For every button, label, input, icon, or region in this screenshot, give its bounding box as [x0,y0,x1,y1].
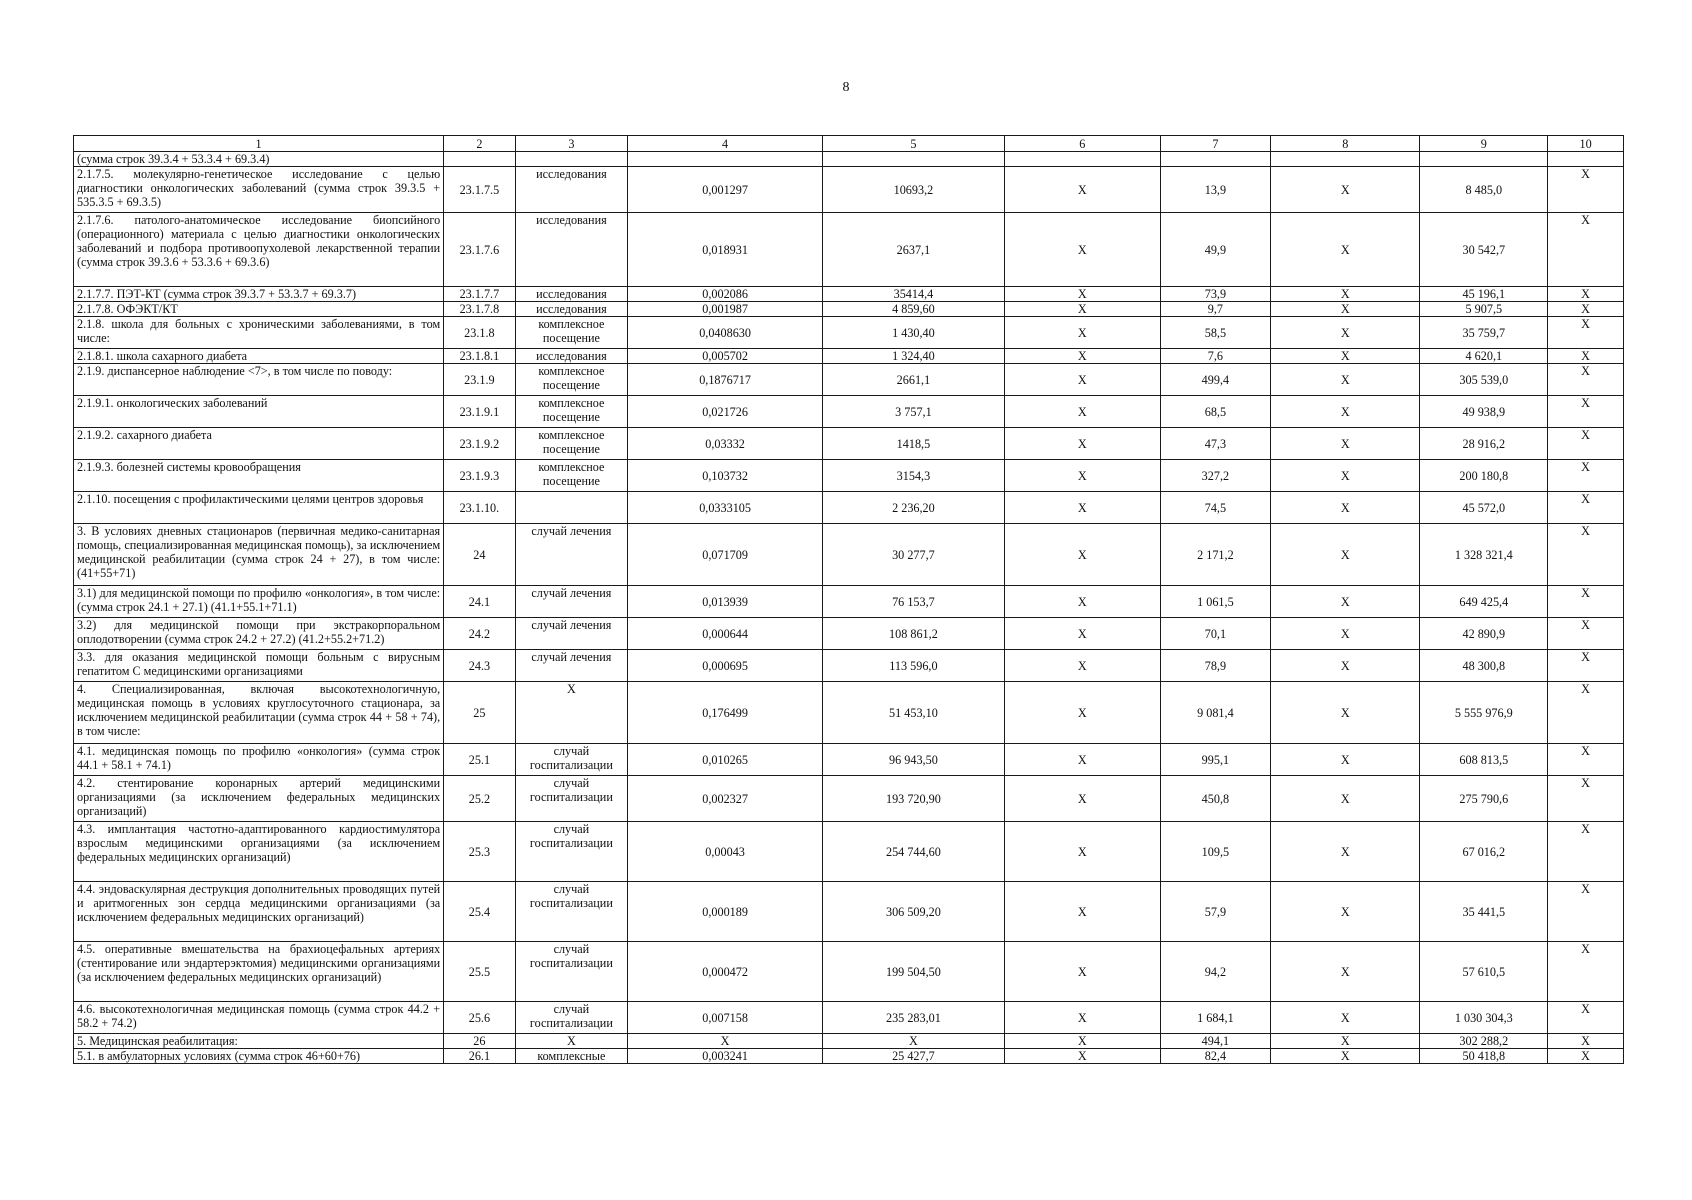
table-cell-col-5: 96 943,50 [823,744,1005,776]
table-cell-col-7: 1 684,1 [1160,1002,1270,1034]
table-cell-col-5: 10693,2 [823,167,1005,213]
table-cell-col-4: 0,021726 [628,396,823,428]
table-cell-col-1: 2.1.7.8. ОФЭКТ/КТ [74,302,444,317]
table-row [74,1034,1624,1049]
table-cell-col-9: 67 016,2 [1420,822,1548,882]
table-row [74,822,1624,882]
table-cell-col-9: 45 196,1 [1420,287,1548,302]
table-cell-col-6: X [1004,618,1160,650]
table-cell-col-3: случай госпитализации [515,776,628,822]
table-cell-col-10: X [1548,213,1624,287]
table-cell-col-4: 0,0408630 [628,317,823,349]
table-cell-col-8: X [1271,428,1420,460]
table-cell-col-10: X [1548,882,1624,942]
table-cell-col-7: 74,5 [1160,492,1270,524]
table-cell-col-2: 24 [444,524,515,586]
table-cell-col-1: 4.6. высокотехнологичная медицинская помощь (сумма строк 44.2 + 58.2 + 74.2) [74,1002,444,1034]
table-cell-col-3: случай госпитализации [515,882,628,942]
table-cell-col-4: 0,001987 [628,302,823,317]
table-cell-col-8: X [1271,1034,1420,1049]
table-cell-col-7: 1 061,5 [1160,586,1270,618]
table-cell-col-5: 2 236,20 [823,492,1005,524]
table-cell-col-5: 2637,1 [823,213,1005,287]
table-cell-col-1: 4.3. имплантация частотно-адаптированного кардиостимулятора взрослым медицинскими организациями (за исключением федеральных медицинских организаций) [74,822,444,882]
table-cell-col-2: 25.5 [444,942,515,1002]
table-cell-col-8: X [1271,942,1420,1002]
table-cell-col-8: X [1271,213,1420,287]
table-cell-col-6: X [1004,1049,1160,1064]
table-cell-col-1: 2.1.9.3. болезней системы кровообращения [74,460,444,492]
table-cell-col-10: X [1548,364,1624,396]
column-header-5: 5 [823,136,1005,152]
table-cell-col-7: 82,4 [1160,1049,1270,1064]
table-cell-col-2: 24.1 [444,586,515,618]
table-cell-col-7: 450,8 [1160,776,1270,822]
table-row [74,167,1624,213]
table-cell-col-8: X [1271,822,1420,882]
table-cell-col-1: 2.1.8.1. школа сахарного диабета [74,349,444,364]
table-cell-col-8: X [1271,287,1420,302]
table-cell-col-5: 4 859,60 [823,302,1005,317]
table-row [74,1049,1624,1064]
table-cell-col-8: X [1271,1049,1420,1064]
table-cell-col-5: 3 757,1 [823,396,1005,428]
table-cell-col-8: X [1271,167,1420,213]
table-cell-col-9: 200 180,8 [1420,460,1548,492]
table-row [74,618,1624,650]
table-cell-col-5: 235 283,01 [823,1002,1005,1034]
table-cell-col-7: 9 081,4 [1160,682,1270,744]
table-cell-col-5: 1 324,40 [823,349,1005,364]
table-cell-col-10: X [1548,287,1624,302]
table-cell-col-2: 23.1.9.3 [444,460,515,492]
table-cell-col-6: X [1004,524,1160,586]
column-header-7: 7 [1160,136,1270,152]
column-header-3: 3 [515,136,628,152]
table-cell-col-3: случай лечения [515,650,628,682]
table-cell-col-1: 2.1.9. диспансерное наблюдение <7>, в том числе по поводу: [74,364,444,396]
table-cell-col-3: комплексное посещение [515,364,628,396]
table-cell-col-8 [1271,152,1420,167]
table-cell-col-3: исследования [515,349,628,364]
table-cell-col-4: 0,000189 [628,882,823,942]
table-cell-col-10: X [1548,650,1624,682]
table-cell-col-10: X [1548,317,1624,349]
table-cell-col-3: X [515,682,628,744]
table-cell-col-3: случай госпитализации [515,744,628,776]
table-row [74,213,1624,287]
table-cell-col-8: X [1271,744,1420,776]
table-row [74,586,1624,618]
data-table [73,135,1624,1064]
table-row [74,1002,1624,1034]
table-cell-col-6: X [1004,460,1160,492]
table-cell-col-9: 275 790,6 [1420,776,1548,822]
column-header-6: 6 [1004,136,1160,152]
table-cell-col-3: комплексное посещение [515,460,628,492]
table-cell-col-5: 113 596,0 [823,650,1005,682]
table-cell-col-8: X [1271,650,1420,682]
table-cell-col-7: 327,2 [1160,460,1270,492]
table-cell-col-9: 35 759,7 [1420,317,1548,349]
table-cell-col-7: 9,7 [1160,302,1270,317]
table-cell-col-1: 4.4. эндоваскулярная деструкция дополнительных проводящих путей и аритмогенных зон сердца медицинскими организациями (за исключением федеральных медицинских организаций) [74,882,444,942]
table-cell-col-2: 24.3 [444,650,515,682]
table-cell-col-3: комплексные [515,1049,628,1064]
table-cell-col-5: 306 509,20 [823,882,1005,942]
table-cell-col-10: X [1548,396,1624,428]
table-cell-col-3 [515,152,628,167]
table-cell-col-5: 76 153,7 [823,586,1005,618]
table-row [74,460,1624,492]
table-cell-col-1: 5.1. в амбулаторных условиях (сумма строк 46+60+76) [74,1049,444,1064]
table-cell-col-5: 199 504,50 [823,942,1005,1002]
table-cell-col-5: 2661,1 [823,364,1005,396]
table-cell-col-6: X [1004,942,1160,1002]
header-row [74,136,1624,152]
table-cell-col-1: (сумма строк 39.3.4 + 53.3.4 + 69.3.4) [74,152,444,167]
table-cell-col-4: 0,03332 [628,428,823,460]
table-cell-col-2: 24.2 [444,618,515,650]
table-cell-col-10: X [1548,586,1624,618]
table-cell-col-2: 23.1.9 [444,364,515,396]
table-cell-col-8: X [1271,586,1420,618]
table-cell-col-2: 26 [444,1034,515,1049]
table-cell-col-6: X [1004,364,1160,396]
table-cell-col-3: исследования [515,213,628,287]
table-cell-col-8: X [1271,492,1420,524]
table-cell-col-1: 2.1.10. посещения с профилактическими целями центров здоровья [74,492,444,524]
table-cell-col-8: X [1271,364,1420,396]
table-cell-col-2: 23.1.9.2 [444,428,515,460]
table-cell-col-1: 4.5. оперативные вмешательства на брахиоцефальных артериях (стентирование или эндартерэктомия) медицинскими организациями (за исключением федеральных медицинских организаций) [74,942,444,1002]
table-cell-col-7: 58,5 [1160,317,1270,349]
table-cell-col-6: X [1004,882,1160,942]
table-cell-col-4: 0,000695 [628,650,823,682]
table-cell-col-8: X [1271,317,1420,349]
table-cell-col-9: 4 620,1 [1420,349,1548,364]
table-cell-col-6: X [1004,167,1160,213]
page-number: 8 [842,80,850,95]
table-cell-col-7 [1160,152,1270,167]
table-cell-col-7: 70,1 [1160,618,1270,650]
table-cell-col-2: 25 [444,682,515,744]
table-cell-col-3: случай госпитализации [515,942,628,1002]
table-cell-col-2 [444,152,515,167]
table-cell-col-4: 0,000644 [628,618,823,650]
table-cell-col-9: 608 813,5 [1420,744,1548,776]
table-cell-col-2: 26.1 [444,1049,515,1064]
table-cell-col-1: 3.3. для оказания медицинской помощи больным с вирусным гепатитом С медицинскими организациями [74,650,444,682]
table-cell-col-9: 48 300,8 [1420,650,1548,682]
table-cell-col-7: 494,1 [1160,1034,1270,1049]
table-row [74,302,1624,317]
table-cell-col-4: 0,0333105 [628,492,823,524]
table-cell-col-1: 2.1.9.2. сахарного диабета [74,428,444,460]
table-cell-col-5: 108 861,2 [823,618,1005,650]
table-cell-col-9: 28 916,2 [1420,428,1548,460]
table-cell-col-4: 0,000472 [628,942,823,1002]
table-cell-col-10: X [1548,167,1624,213]
table-cell-col-9: 649 425,4 [1420,586,1548,618]
table-cell-col-4: 0,003241 [628,1049,823,1064]
table-cell-col-10: X [1548,618,1624,650]
column-header-2: 2 [444,136,515,152]
column-header-4: 4 [628,136,823,152]
table-row [74,942,1624,1002]
table-cell-col-6: X [1004,492,1160,524]
table-cell-col-7: 13,9 [1160,167,1270,213]
table-cell-col-1: 2.1.7.5. молекулярно-генетическое исследование с целью диагностики онкологических заболеваний (сумма строк 39.3.5 + 535.3.5 + 69.3.5) [74,167,444,213]
table-cell-col-8: X [1271,349,1420,364]
table-cell-col-6: X [1004,317,1160,349]
table-cell-col-1: 2.1.9.1. онкологических заболеваний [74,396,444,428]
table-cell-col-4: 0,018931 [628,213,823,287]
table-cell-col-6: X [1004,1034,1160,1049]
column-header-9: 9 [1420,136,1548,152]
table-cell-col-3: комплексное посещение [515,396,628,428]
table-cell-col-6: X [1004,302,1160,317]
table-cell-col-9: 45 572,0 [1420,492,1548,524]
table-row [74,317,1624,349]
table-cell-col-2: 23.1.9.1 [444,396,515,428]
table-cell-col-4: X [628,1034,823,1049]
table-cell-col-5: X [823,1034,1005,1049]
table-cell-col-1: 3.2) для медицинской помощи при экстракорпоральном оплодотворении (сумма строк 24.2 + 27.2) (41.2+55.2+71.2) [74,618,444,650]
table-cell-col-9: 8 485,0 [1420,167,1548,213]
table-row [74,882,1624,942]
table-cell-col-7: 73,9 [1160,287,1270,302]
table-cell-col-6: X [1004,776,1160,822]
table-cell-col-6: X [1004,744,1160,776]
table-cell-col-3: случай лечения [515,586,628,618]
table-cell-col-4: 0,1876717 [628,364,823,396]
table-cell-col-10: X [1548,1049,1624,1064]
table-cell-col-8: X [1271,618,1420,650]
table-cell-col-5: 1 430,40 [823,317,1005,349]
table-cell-col-10 [1548,152,1624,167]
table-cell-col-10: X [1548,822,1624,882]
table-cell-col-6: X [1004,396,1160,428]
table-cell-col-7: 995,1 [1160,744,1270,776]
table-cell-col-4: 0,071709 [628,524,823,586]
table-cell-col-2: 23.1.7.6 [444,213,515,287]
table-cell-col-2: 23.1.7.7 [444,287,515,302]
table-cell-col-2: 25.2 [444,776,515,822]
table-cell-col-4: 0,00043 [628,822,823,882]
table-cell-col-8: X [1271,460,1420,492]
table-cell-col-6: X [1004,287,1160,302]
table-cell-col-4: 0,013939 [628,586,823,618]
table-cell-col-9: 1 030 304,3 [1420,1002,1548,1034]
table-cell-col-1: 4.1. медицинская помощь по профилю «онкология» (сумма строк 44.1 + 58.1 + 74.1) [74,744,444,776]
table-cell-col-4 [628,152,823,167]
table-cell-col-6 [1004,152,1160,167]
table-cell-col-9: 30 542,7 [1420,213,1548,287]
table-cell-col-6: X [1004,650,1160,682]
table-cell-col-3: исследования [515,167,628,213]
table-cell-col-6: X [1004,349,1160,364]
table-cell-col-2: 23.1.7.8 [444,302,515,317]
table-cell-col-2: 23.1.10. [444,492,515,524]
table-cell-col-4: 0,103732 [628,460,823,492]
table-cell-col-8: X [1271,776,1420,822]
table-row [74,287,1624,302]
table-cell-col-2: 25.1 [444,744,515,776]
table-cell-col-3: исследования [515,287,628,302]
table-row [74,524,1624,586]
table-cell-col-5: 51 453,10 [823,682,1005,744]
table-row [74,349,1624,364]
table-cell-col-1: 2.1.7.7. ПЭТ-КТ (сумма строк 39.3.7 + 53.3.7 + 69.3.7) [74,287,444,302]
table-cell-col-10: X [1548,682,1624,744]
table-cell-col-1: 4. Специализированная, включая высокотехнологичную, медицинская помощь в условиях круглосуточного стационара, за исключением медицинской реабилитации (сумма строк 44 + 58 + 74), в том числе: [74,682,444,744]
table-cell-col-6: X [1004,586,1160,618]
table-cell-col-9: 50 418,8 [1420,1049,1548,1064]
table-cell-col-1: 3.1) для медицинской помощи по профилю «онкология», в том числе: (сумма строк 24.1 + 27.1) (41.1+55.1+71.1) [74,586,444,618]
table-cell-col-7: 68,5 [1160,396,1270,428]
table-cell-col-8: X [1271,396,1420,428]
table-cell-col-8: X [1271,882,1420,942]
table-cell-col-3: X [515,1034,628,1049]
table-cell-col-10: X [1548,1002,1624,1034]
table-cell-col-1: 3. В условиях дневных стационаров (первичная медико-санитарная помощь, специализированная медицинская помощь), за исключением медицинской реабилитации (сумма строк 24 + 27), в том числе: (41+55+71) [74,524,444,586]
table-cell-col-6: X [1004,1002,1160,1034]
table-cell-col-7: 94,2 [1160,942,1270,1002]
table-row [74,152,1624,167]
table-cell-col-3: случай госпитализации [515,1002,628,1034]
table-cell-col-8: X [1271,524,1420,586]
table-cell-col-4: 0,005702 [628,349,823,364]
table-cell-col-4: 0,002327 [628,776,823,822]
table-cell-col-7: 109,5 [1160,822,1270,882]
table-cell-col-10: X [1548,349,1624,364]
table-cell-col-3: исследования [515,302,628,317]
table-cell-col-5: 35414,4 [823,287,1005,302]
table-cell-col-4: 0,002086 [628,287,823,302]
table-cell-col-10: X [1548,942,1624,1002]
table-cell-col-1: 2.1.8. школа для больных с хроническими заболеваниями, в том числе: [74,317,444,349]
table-cell-col-9: 42 890,9 [1420,618,1548,650]
table-cell-col-7: 49,9 [1160,213,1270,287]
table-row [74,682,1624,744]
table-cell-col-5: 1418,5 [823,428,1005,460]
table-cell-col-1: 2.1.7.6. патолого-анатомическое исследование биопсийного (операционного) материала с целью диагностики онкологических заболеваний и подбора противоопухолевой лекарственной терапии (сумма строк 39.3.6 + 53.3.6 + 69.3.6) [74,213,444,287]
table-row [74,650,1624,682]
table-cell-col-4: 0,176499 [628,682,823,744]
table-cell-col-9: 5 907,5 [1420,302,1548,317]
table-cell-col-2: 23.1.8 [444,317,515,349]
table-cell-col-1: 5. Медицинская реабилитация: [74,1034,444,1049]
table-cell-col-6: X [1004,682,1160,744]
table-cell-col-9 [1420,152,1548,167]
table-cell-col-4: 0,007158 [628,1002,823,1034]
table-cell-col-10: X [1548,524,1624,586]
table-cell-col-3: случай лечения [515,524,628,586]
table-cell-col-9: 302 288,2 [1420,1034,1548,1049]
table-cell-col-3: случай лечения [515,618,628,650]
table-cell-col-7: 57,9 [1160,882,1270,942]
table-cell-col-7: 7,6 [1160,349,1270,364]
table-cell-col-6: X [1004,822,1160,882]
table-cell-col-3 [515,492,628,524]
table-cell-col-4: 0,010265 [628,744,823,776]
table-cell-col-3: комплексное посещение [515,428,628,460]
table-row [74,744,1624,776]
table-cell-col-5 [823,152,1005,167]
table-cell-col-7: 78,9 [1160,650,1270,682]
table-cell-col-9: 305 539,0 [1420,364,1548,396]
table-cell-col-8: X [1271,1002,1420,1034]
table-cell-col-2: 23.1.8.1 [444,349,515,364]
table-cell-col-9: 5 555 976,9 [1420,682,1548,744]
table-cell-col-9: 49 938,9 [1420,396,1548,428]
table-row [74,364,1624,396]
table-cell-col-5: 30 277,7 [823,524,1005,586]
table-cell-col-10: X [1548,1034,1624,1049]
table-cell-col-9: 1 328 321,4 [1420,524,1548,586]
table-cell-col-2: 25.6 [444,1002,515,1034]
table-cell-col-7: 499,4 [1160,364,1270,396]
table-cell-col-9: 57 610,5 [1420,942,1548,1002]
column-header-1: 1 [74,136,444,152]
column-header-10: 10 [1548,136,1624,152]
table-cell-col-5: 254 744,60 [823,822,1005,882]
table-cell-col-10: X [1548,492,1624,524]
table-row [74,776,1624,822]
table-cell-col-6: X [1004,213,1160,287]
column-header-8: 8 [1271,136,1420,152]
table-row [74,428,1624,460]
table-cell-col-7: 47,3 [1160,428,1270,460]
table-cell-col-4: 0,001297 [628,167,823,213]
table-cell-col-10: X [1548,460,1624,492]
table-cell-col-5: 25 427,7 [823,1049,1005,1064]
table-cell-col-8: X [1271,682,1420,744]
table-cell-col-9: 35 441,5 [1420,882,1548,942]
table-cell-col-6: X [1004,428,1160,460]
table-cell-col-8: X [1271,302,1420,317]
table-cell-col-2: 23.1.7.5 [444,167,515,213]
table-cell-col-1: 4.2. стентирование коронарных артерий медицинскими организациями (за исключением федеральных медицинских организаций) [74,776,444,822]
table-cell-col-2: 25.4 [444,882,515,942]
table-cell-col-10: X [1548,776,1624,822]
table-cell-col-10: X [1548,428,1624,460]
table-row [74,396,1624,428]
table-cell-col-10: X [1548,744,1624,776]
table-cell-col-3: случай госпитализации [515,822,628,882]
table-cell-col-5: 3154,3 [823,460,1005,492]
table-cell-col-2: 25.3 [444,822,515,882]
table-cell-col-10: X [1548,302,1624,317]
table-cell-col-5: 193 720,90 [823,776,1005,822]
table-row [74,492,1624,524]
table-cell-col-3: комплексное посещение [515,317,628,349]
table-cell-col-7: 2 171,2 [1160,524,1270,586]
